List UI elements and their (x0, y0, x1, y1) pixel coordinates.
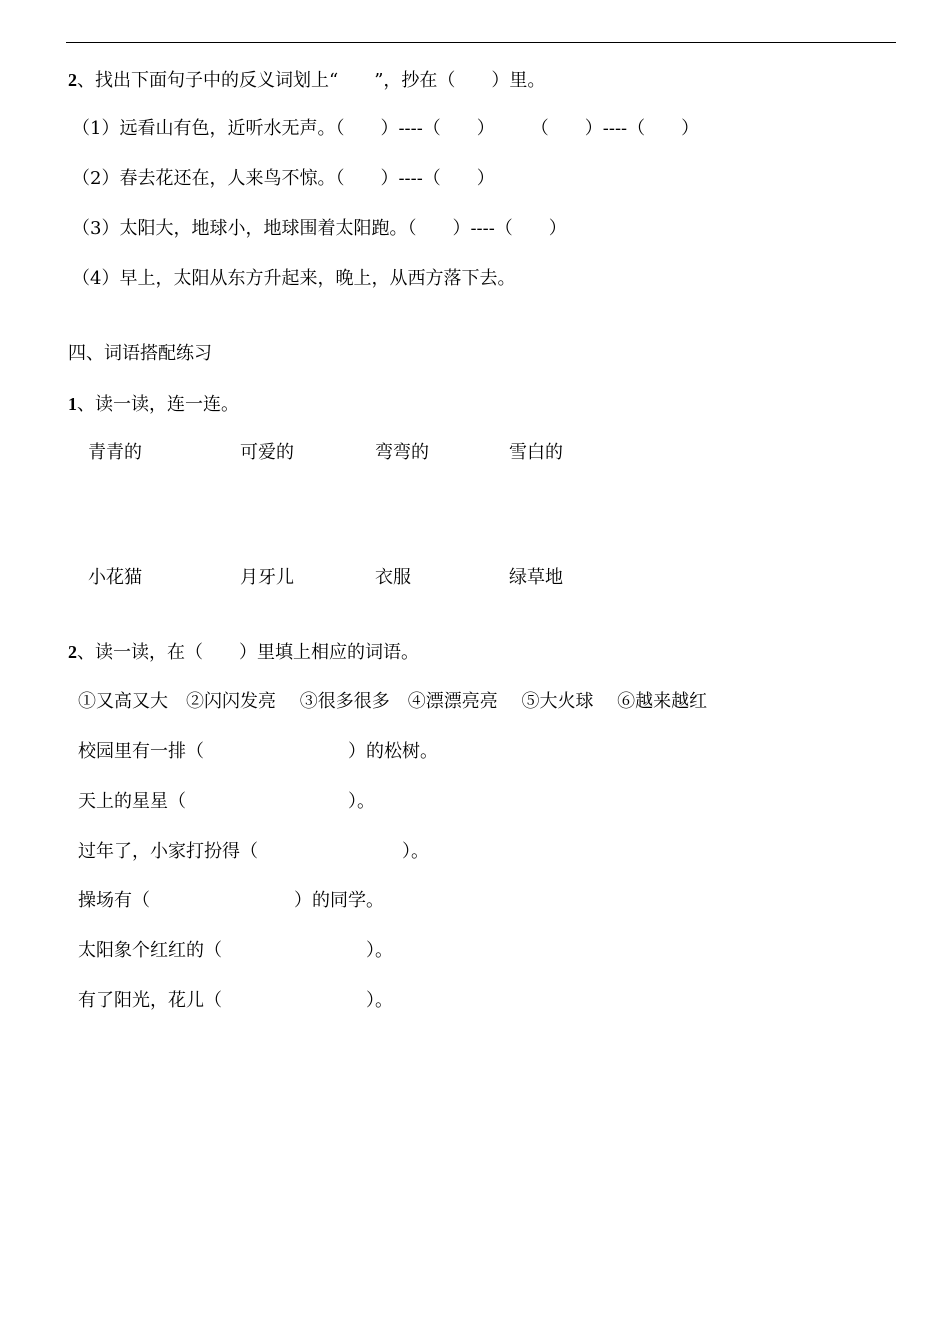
fill-blank-4: 操场有（ ）的同学。 (78, 890, 384, 911)
q2-item-2: （2）春去花还在，人来鸟不惊。（ ）----（ ） (72, 168, 495, 189)
match-top-word-3: 弯弯的 (375, 442, 429, 463)
match-bottom-word-2: 月牙儿 (240, 567, 294, 588)
fill-blank-3: 过年了，小家打扮得（ ）。 (78, 841, 429, 862)
match-bottom-word-3: 衣服 (375, 567, 411, 588)
q2-item-3: （3）太阳大，地球小，地球围着太阳跑。（ ）----（ ） (72, 218, 567, 239)
match-bottom-word-1: 小花猫 (88, 567, 142, 588)
q2-header (68, 68, 545, 93)
fill-blank-5: 太阳象个红红的（ ）。 (78, 940, 393, 961)
s4-q2-header (68, 640, 419, 665)
s4-q1-number: 1 (68, 394, 77, 414)
match-top-word-4: 雪白的 (509, 442, 563, 463)
q2-instruction: 、找出下面句子中的反义词划上“ ”，抄在（ ）里。 (77, 70, 546, 91)
s4-q2-options: ①又高又大 ②闪闪发亮 ③很多很多 ④漂漂亮亮 ⑤大火球 ⑥越来越红 (78, 691, 708, 712)
fill-blank-1: 校园里有一排（ ）的松树。 (78, 741, 438, 762)
section4-title: 四、词语搭配练习 (68, 343, 212, 364)
match-top-word-2: 可爱的 (240, 442, 294, 463)
match-top-word-1: 青青的 (88, 442, 142, 463)
fill-blank-6: 有了阳光，花儿（ ）。 (78, 990, 393, 1011)
s4-q1-header (68, 392, 239, 417)
top-rule (66, 42, 896, 43)
s4-q1-instruction: 、读一读，连一连。 (77, 394, 239, 415)
q2-item-1: （1）远看山有色，近听水无声。（ ）----（ ） （ ）----（ ） (72, 118, 700, 139)
fill-blank-2: 天上的星星（ ）。 (78, 791, 375, 812)
s4-q2-instruction: 、读一读，在（ ）里填上相应的词语。 (77, 642, 419, 663)
q2-item-4: （4）早上，太阳从东方升起来，晚上，从西方落下去。 (72, 268, 516, 289)
q2-number: 2 (68, 70, 77, 90)
s4-q2-number: 2 (68, 642, 77, 662)
match-bottom-word-4: 绿草地 (509, 567, 563, 588)
